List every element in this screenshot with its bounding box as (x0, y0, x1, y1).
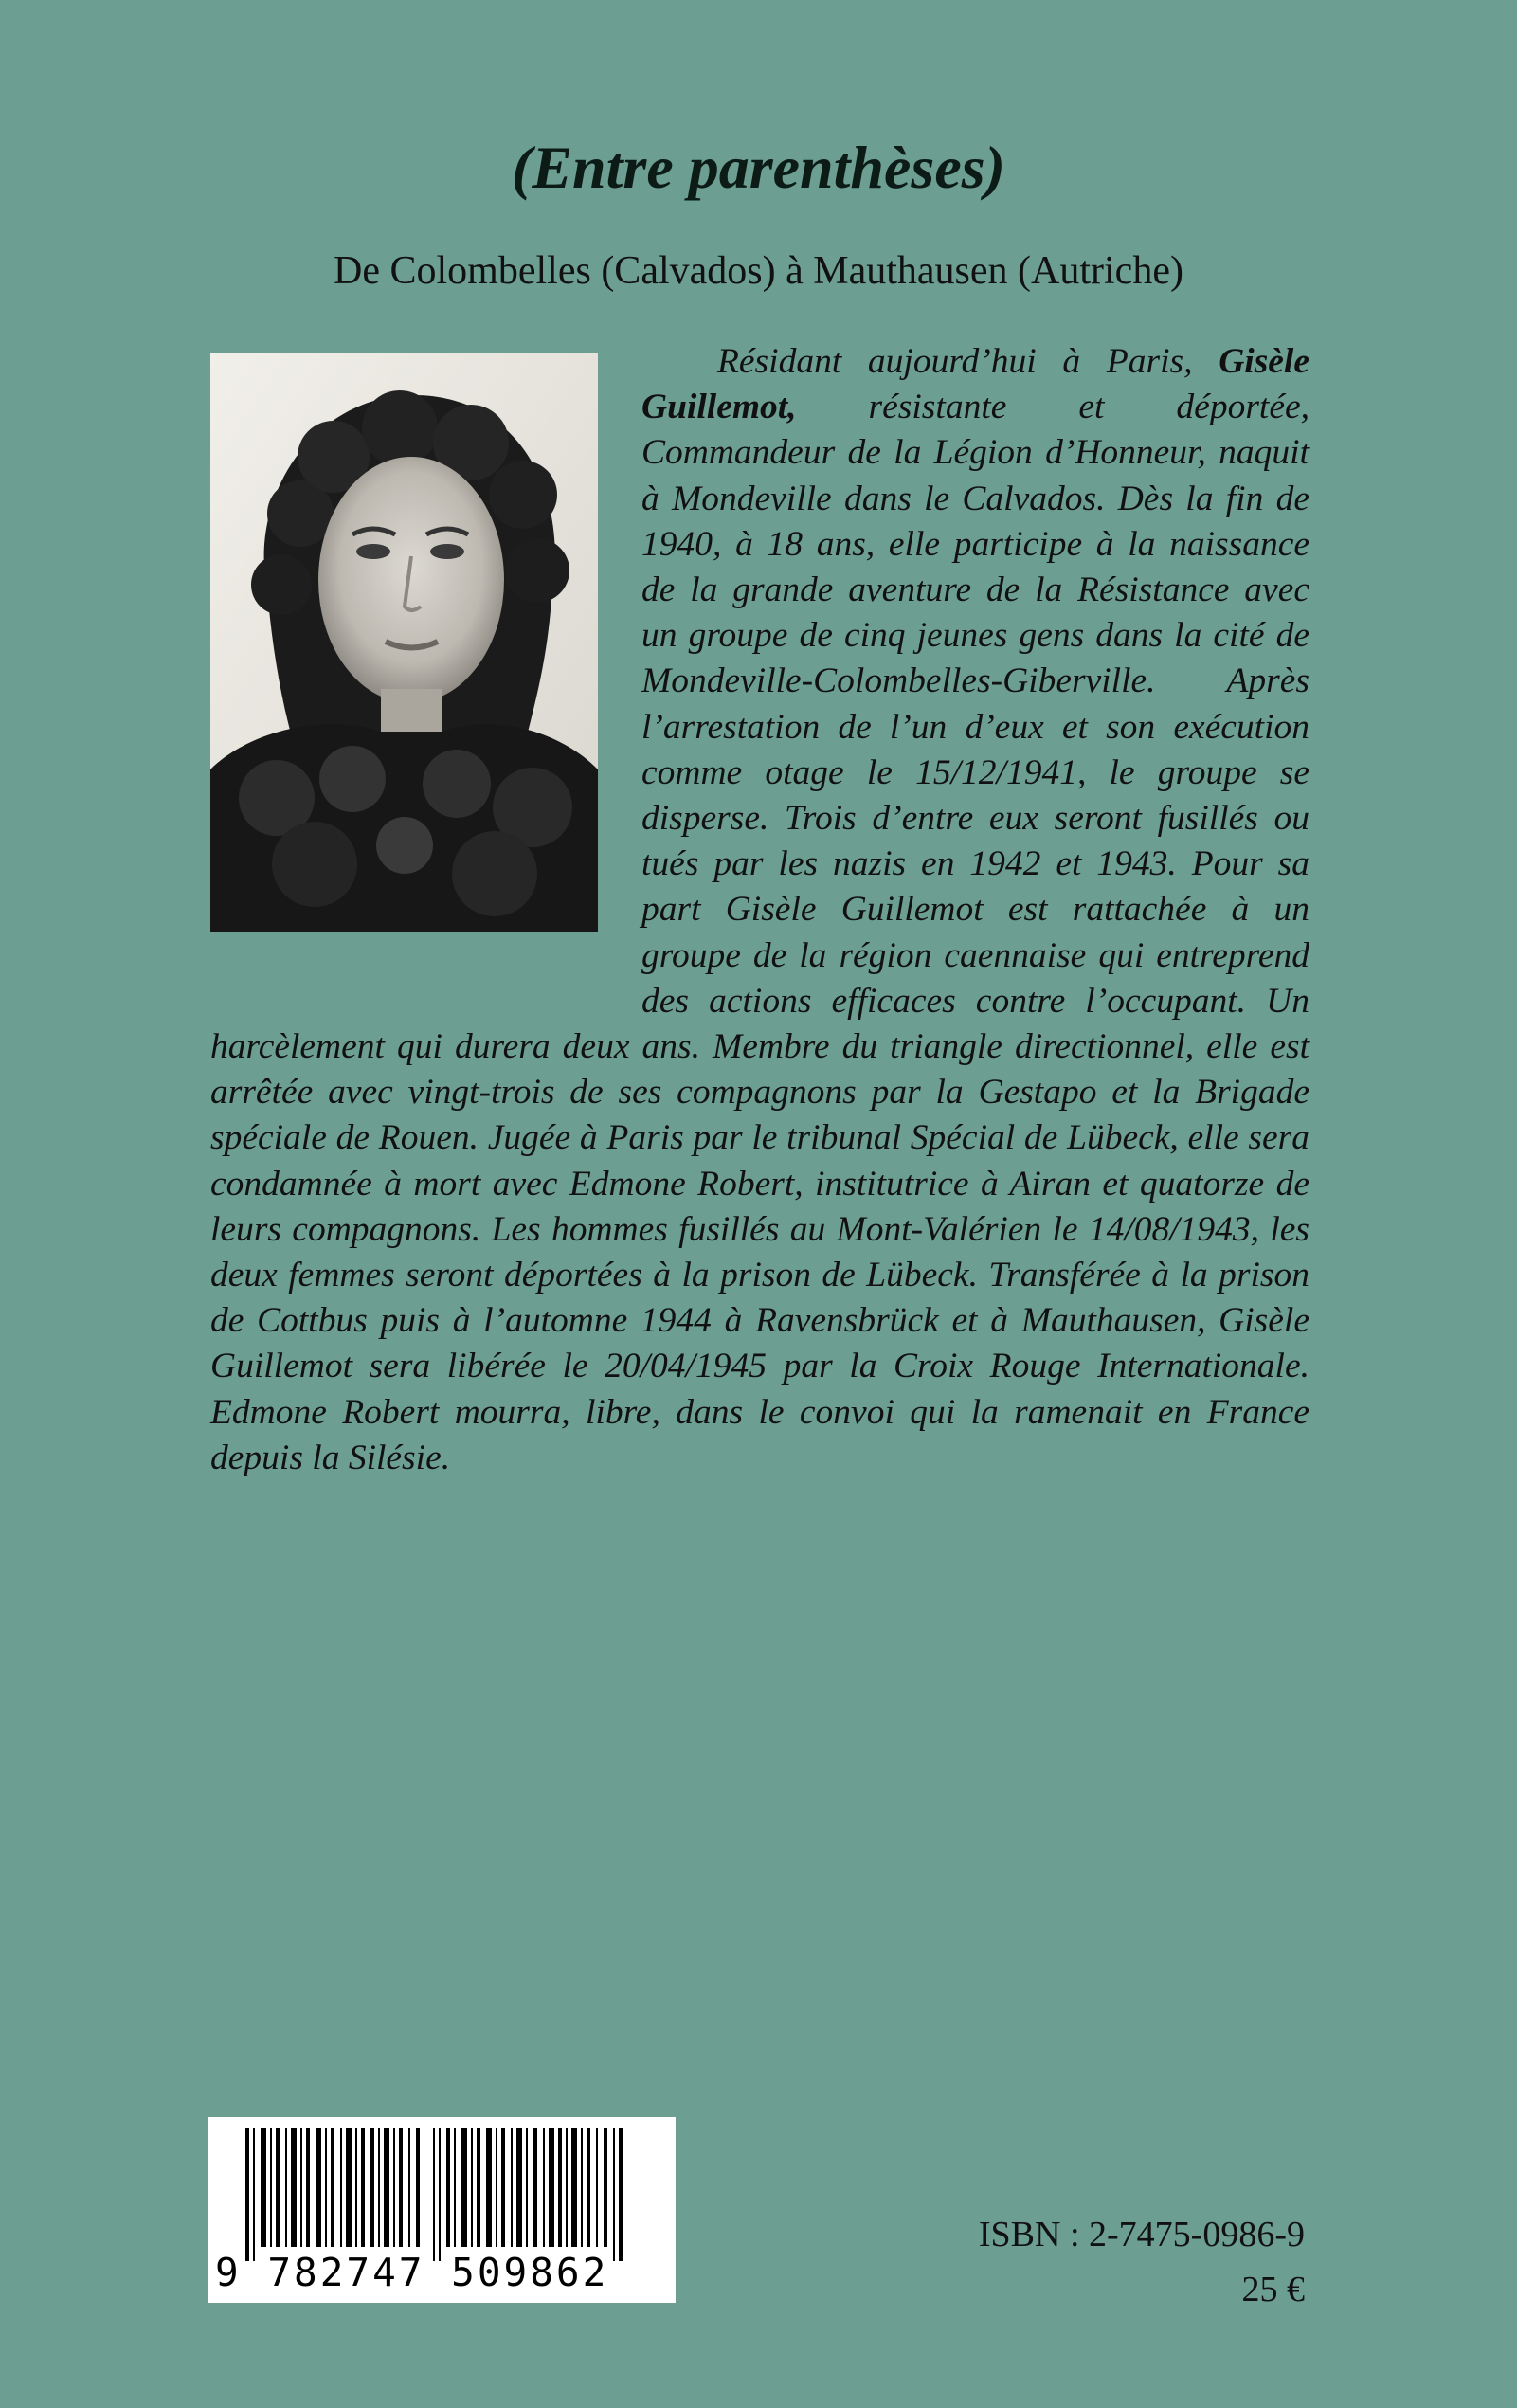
biography-body: résistante et déportée, Commandeur de la Légion d’Honneur, naquit à Mondeville dans le Calvados. Dès la fin de 1940, à 18 ans, elle participe à la naissance de la grande aventure de la Résistance avec un groupe de cinq jeunes gens dans la cité de Mondeville-Colombelles-Giberville. Après l’arrestation de l’un d’eux et son exécution comme otage le 15/12/1941, le groupe se disperse. Trois d’entre eux seront fusillés ou tués par les nazis en 1942 et 1943. Pour sa part Gisèle Guillemot est rattachée à un groupe de la région caennaise qui entreprend des actions efficaces contre l’occupant. Un harcèlement qui durera deux ans. Membre du triangle directionnel, elle est arrêtée avec vingt-trois de ses compagnons par la Gestapo et la Brigade spéciale de Rouen. Jugée à Paris par le tribunal Spécial de Lübeck, elle sera condamnée à mort avec Edmone Robert, institutrice à Airan et quatorze de leurs compagnons. Les hommes fusillés au Mont-Valérien le 14/08/1943, les deux femmes seront déportées à la prison de Lübeck. Transférée à la prison de Cottbus puis à l’automne 1944 à Ravensbrück et à Mauthausen, Gisèle Guillemot sera libérée le 20/04/1945 par la Croix Rouge Internationale. Edmone Robert mourra, libre, dans le convoi qui la ramenait en France depuis la Silésie. (210, 388, 1309, 1477)
author-name: Gisèle Guillemot, (641, 342, 1309, 427)
biography-text (210, 339, 1309, 1481)
isbn-number: ISBN : 2-7475-0986-9 (978, 2215, 1305, 2254)
photo-spacer (210, 339, 641, 993)
book-title: (Entre parenthèses) (512, 134, 1005, 201)
book-subtitle: De Colombelles (Calvados) à Mauthausen (Autriche) (334, 249, 1183, 293)
biography-intro: Résidant aujourd’hui à Paris, (717, 342, 1219, 381)
isbn-barcode (208, 2117, 676, 2303)
price-label: 25 € (1241, 2270, 1305, 2309)
barcode-digits: 9 782747 509862 (215, 2250, 609, 2295)
